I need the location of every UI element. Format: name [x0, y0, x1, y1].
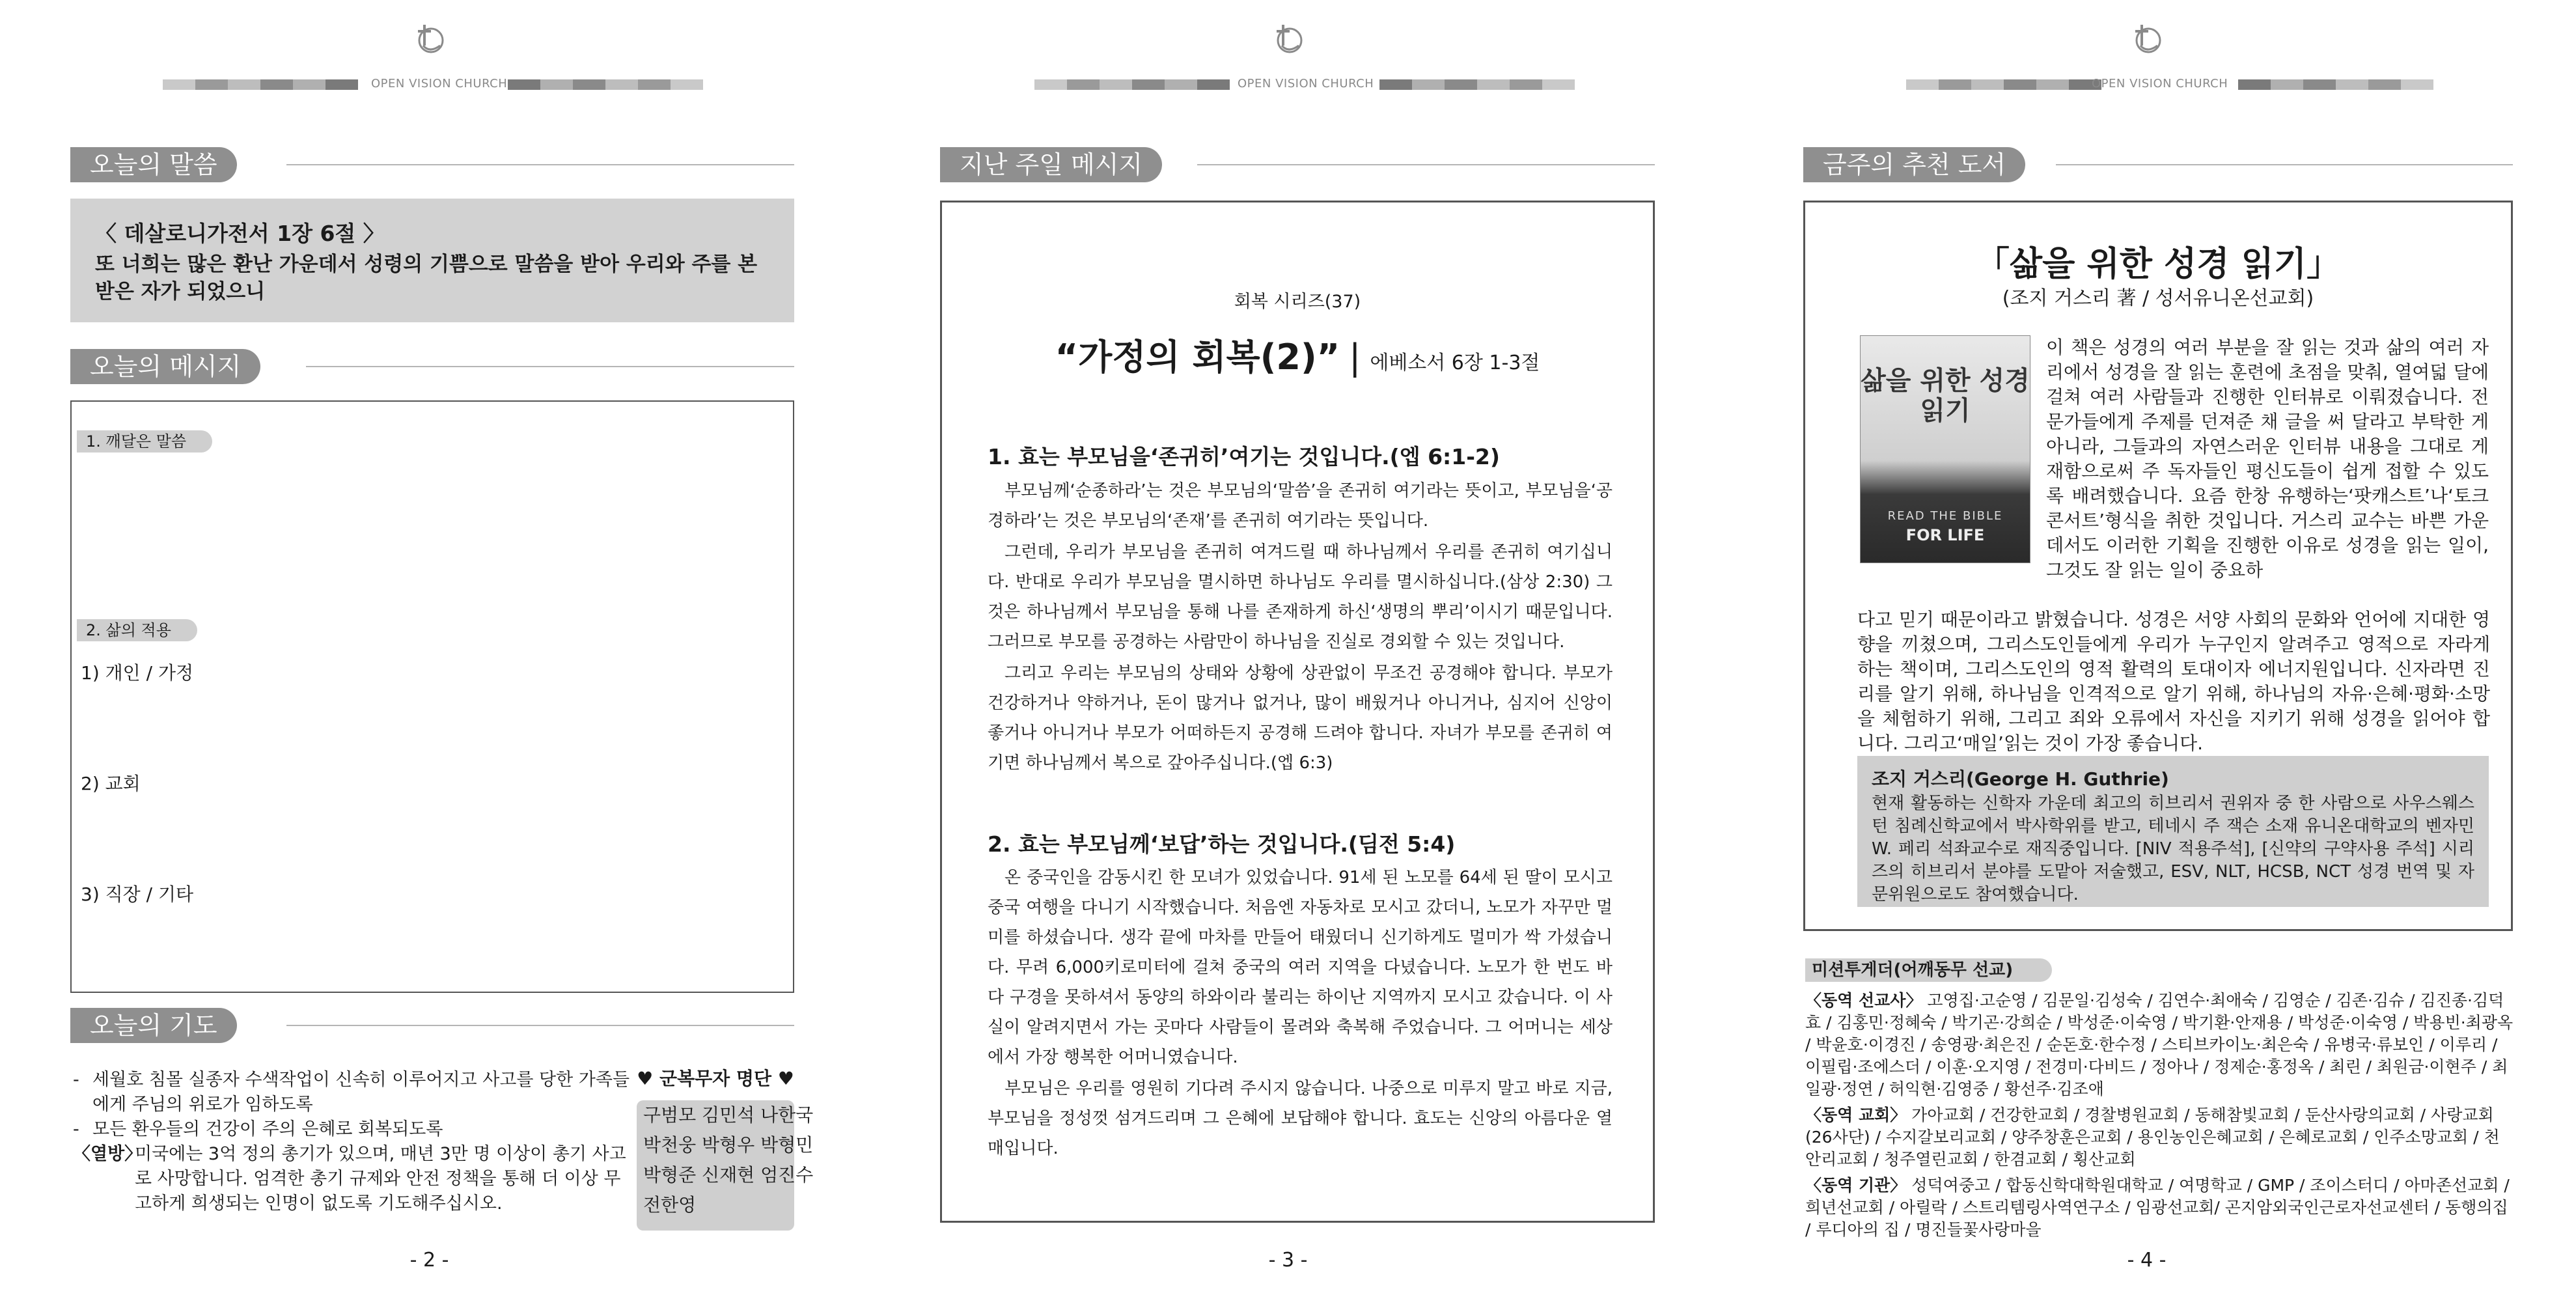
book-author-publisher: (조지 거스리 著 / 성서유니온선교회)	[2002, 287, 2314, 310]
header-bar-right	[508, 79, 703, 90]
section-title-today-message: 오늘의 메시지	[70, 349, 260, 384]
header-bar-left	[1034, 79, 1230, 90]
page-number: - 4 -	[2127, 1249, 2167, 1272]
prayer-item-nations: 〈열방〉 미국에는 3억 정의 총기가 있으며, 매년 3만 명 이상이 총기 사고로 사망합니다. 엄격한 총기 규제와 안전 정책을 통해 더 이상 무고하게 희생되는 인명이 없도록 기도해주십시오.	[73, 1144, 626, 1214]
sermon-paragraph: 그런데, 우리가 부모님을 존귀히 여겨드릴 때 하나님께서 우리를 존귀히 여기십니다. 반대로 우리가 부모님을 멸시하면 하나님도 우리를 멸시하십니다.(삼상 2:30) 그것은 하나님께서 부모님을 통해 나를 존재하게 하신‘생명의 뿌리’이시기 때문입니다. 그러므로 부모를 공경하는 사람만이 하나님을 진실로 경외할 수 있는 것입니다.	[988, 542, 1613, 652]
verse-reference: 〈 데살로니가전서 1장 6절 〉	[95, 221, 385, 246]
sermon-paragraph: 부모님께‘순종하라’는 것은 부모님의‘말씀’을 존귀히 여기라는 뜻이고, 부모님을‘공경하라’는 것은 부모님의‘존재’를 존귀히 여기라는 뜻입니다.	[988, 481, 1613, 531]
sermon-point-2: 2. 효는 부모님께‘보답’하는 것입니다.(딤전 5:4)	[988, 831, 1456, 857]
sermon-bible-ref: 에베소서 6장 1-3절	[1370, 352, 1540, 374]
section-title-last-sermon: 지난 주일 메시지	[940, 147, 1162, 182]
sermon-point-1: 1. 효는 부모님을‘존귀히’여기는 것입니다.(엡 6:1-2)	[988, 444, 1500, 469]
section-rule	[306, 366, 794, 367]
mission-group: 〈동역 선교사〉 고영집·고순영 / 김문일·김성숙 / 김연수·최애숙 / 김영순 / 김존·김슈 / 김진종·김덕효 / 김홍민·정혜숙 / 박기곤·강희순 / 박성준·이숙영 / 박기환·안재용 / 박성준·이숙영 / 박용빈·최광옥 / 박윤호·이경진 / 송영광·최은진 / 순돈호·한수정 / 스티브카이노·최은숙 / 유병국·류보인 / 이루리 / 이필립·조에스더 / 이훈·오지영 / 전경미·다비드 / 정아나 / 정제순·홍정옥 / 최린 / 최원금·이현주 / 최일광·정연 / 허익현·김영중 / 황선주·김조애	[1805, 991, 2514, 1098]
church-logo-icon	[411, 20, 448, 56]
book-title: 「삶을 위한 성경 읽기」	[1975, 245, 2341, 284]
service-members-row: 박천웅 박형우 박형민	[643, 1134, 814, 1156]
verse-box	[70, 199, 794, 322]
header-bar-left	[1906, 79, 2101, 90]
author-box	[1857, 756, 2489, 907]
sermon-box	[940, 201, 1655, 1223]
verse-text: 또 너희는 많은 환난 가운데서 성령의 기쁨으로 말씀을 받아 우리와 주를 본받은 자가 되었으니	[95, 253, 758, 303]
prayer-item: - 세월호 침몰 실종자 수색작업이 신속히 이루어지고 사고를 당한 가족들에게 주님의 위로가 임하도록	[73, 1070, 630, 1115]
section-rule	[286, 1025, 794, 1026]
message-notes-box	[70, 400, 794, 993]
header-bar-right	[1379, 79, 1575, 90]
service-members-title: ♥ 군복무자 명단 ♥	[637, 1068, 794, 1089]
section-title-recommended-book: 금주의 추천 도서	[1803, 147, 2025, 182]
book-cover-image	[1860, 335, 2030, 563]
author-name: 조지 거스리(George H. Guthrie)	[1872, 768, 2169, 790]
section-title-prayer: 오늘의 기도	[70, 1008, 237, 1043]
sermon-paragraph: 부모님은 우리를 영원히 기다려 주시지 않습니다. 나중으로 미루지 말고 바로 지금, 부모님을 정성껏 섬겨드리며 그 은혜에 보답해야 합니다. 효도는 신앙의 아름다운 열매입니다.	[988, 1079, 1613, 1158]
tag-life-application: 2. 삶의 적용	[77, 619, 197, 641]
cover-title: 삶을 위한 성경읽기	[1861, 366, 2030, 426]
cover-english-line: READ THE BIBLE	[1887, 509, 2003, 523]
mission-group: 〈동역 기관〉 성덕여중고 / 합동신학대학원대학교 / 여명학교 / GMP / 조이스터디 / 아마존선교회 / 희년선교회 / 아릴락 / 스트리템링사역연구소 / 임광선교회/ 곤지암외국인근로자선교센터 / 동행의집 / 루디아의 집 / 명진들꽃사랑마을	[1805, 1176, 2510, 1239]
service-members-box	[637, 1100, 814, 1231]
church-logo-icon	[2129, 20, 2165, 56]
application-work: 3) 직장 / 기타	[81, 884, 194, 905]
bulletin-page-3	[859, 0, 1717, 1295]
mission-partners	[1805, 990, 2515, 1245]
page-header	[0, 20, 859, 91]
church-name: OPEN VISION CHURCH	[371, 77, 508, 91]
book-description: 이 책은 성경의 여러 부분을 잘 읽는 것과 삶의 여러 자리에서 성경을 잘 읽는 훈련에 초점을 맞춰, 열여덟 달에 걸쳐 여러 사람들과 진행한 인터뷰로 이뤄졌습니다. 전문가들에게 주제를 던져준 채 글을 써 달라고 부탁한 게 아니라, 그들과의 자연스러운 인터뷰 내용을 그대로 게재함으로써 주 독자들인 평신도들이 쉽게 접할 수 있도록 배려했습니다. 요즘 한창 유행하는‘팟캐스트’나‘토크 콘서트’형식을 취한 것입니다. 거스리 교수는 바쁜 가운데서도 이러한 기획을 진행한 이유로 성경을 읽는 일이, 그것도 잘 읽는 일이 중요하	[2046, 337, 2489, 581]
page-number: - 3 -	[1268, 1249, 1308, 1272]
sermon-series: 회복 시리즈(37)	[1234, 292, 1361, 312]
bulletin-page-2	[0, 0, 859, 1295]
service-members-row: 전한영	[643, 1194, 697, 1216]
author-bio: 현재 활동하는 신학자 가운데 최고의 히브리서 권위자 중 한 사람으로 사우스웨스턴 침례신학교에서 박사학위를 받고, 테네시 주 잭슨 소재 유니온대학교의 벤자민 W. 페리 석좌교수로 재직중입니다. [NIV 적용주석], [신약의 구약사용 주석] 시리즈의 히브리서 분야를 도맡아 저술했고, ESV, NLT, HCSB, NCT 성경 번역 및 자문위원으로도 참여했습니다.	[1872, 794, 2474, 904]
application-personal: 1) 개인 / 가정	[81, 662, 194, 684]
cover-english-line: FOR LIFE	[1905, 526, 1985, 544]
header-bar-right	[2238, 79, 2433, 90]
prayer-list	[73, 1068, 633, 1216]
section-rule	[1197, 164, 1655, 165]
sermon-paragraph: 온 중국인을 감동시킨 한 모녀가 있었습니다. 91세 된 노모를 64세 된 딸이 모시고 중국 여행을 다니기 시작했습니다. 처음엔 자동차로 모시고 갔더니, 노모가 자꾸만 멀미를 하셨습니다. 생각 끝에 마차를 만들어 태웠더니 신기하게도 멀미가 싹 가셨습니다. 무려 6,000키로미터에 걸쳐 중국의 여러 지역을 다녔습니다. 노모가 한 번도 바다 구경을 못하셔서 동양의 하와이라 불리는 하이난 지역까지 모시고 갔습니다. 이 사실이 알려지면서 가는 곳마다 사람들이 몰려와 축복해 주었습니다. 그 어머니는 세상에서 가장 행복한 어머니였습니다.	[988, 868, 1613, 1067]
application-church: 2) 교회	[81, 773, 141, 794]
tag-understood-word: 1. 깨달은 말씀	[77, 430, 212, 453]
section-rule	[286, 164, 794, 165]
section-rule	[2056, 164, 2513, 165]
page-header	[1717, 20, 2576, 91]
section-title-today-word: 오늘의 말씀	[70, 147, 237, 182]
book-box	[1803, 201, 2513, 931]
church-logo-icon	[1270, 20, 1307, 56]
mission-group: 〈동역 교회〉 가아교회 / 건강한교회 / 경찰병원교회 / 동해참빛교회 / 둔산사랑의교회 / 사랑교회(26사단) / 수지갈보리교회 / 양주창훈은교회 / 용인농인은혜교회 / 은혜로교회 / 인주소망교회 / 천안리교회 / 청주열린교회 / 한겸교회 / 횡산교회	[1805, 1106, 2500, 1169]
service-members-row: 구범모 김민석 나한국	[643, 1104, 814, 1126]
bulletin-page-4	[1717, 0, 2576, 1295]
church-name: OPEN VISION CHURCH	[2092, 77, 2228, 91]
sermon-title-line	[942, 329, 1653, 380]
sermon-paragraph: 그리고 우리는 부모님의 상태와 상황에 상관없이 무조건 공경해야 합니다. 부모가 건강하거나 약하거나, 돈이 많거나 없거나, 많이 배웠거나 아니거나, 심지어 신앙이 좋거나 아니거나 부모가 어떠하든지 공경해 드려야 합니다. 자녀가 부모를 존귀히 여기면 하나님께서 복으로 갚아주십니다.(엡 6:3)	[988, 663, 1613, 773]
mission-together-title: 미션투게더(어깨동무 선교)	[1805, 958, 2052, 982]
book-description-cont: 다고 믿기 때문이라고 밝혔습니다. 성경은 서양 사회의 문화와 언어에 지대한 영향을 끼쳤으며, 그리스도인들에게 우리가 누구인지 알려주고 영적으로 자라게 하는 책이며, 그리스도인의 영적 활력의 토대이자 에너지원입니다. 신자라면 진리를 알기 위해, 하나님을 인격적으로 알기 위해, 하나님의 자유·은혜·평화·소망을 체험하기 위해, 그리고 죄와 오류에서 자신을 지키기 위해 성경을 읽어야 합니다. 그리고‘매일’읽는 것이 가장 좋습니다.	[1857, 609, 2490, 754]
church-name: OPEN VISION CHURCH	[1238, 77, 1374, 91]
header-bar-left	[163, 79, 358, 90]
page-header	[859, 20, 1717, 91]
service-members-row: 박형준 신재현 엄진수	[643, 1164, 814, 1186]
prayer-item: - 모든 환우들의 건강이 주의 은혜로 회복되도록	[73, 1119, 443, 1139]
sermon-title: “가정의 회복(2)”	[1055, 337, 1340, 378]
page-number: - 2 -	[409, 1249, 449, 1272]
title-separator: |	[1349, 337, 1361, 378]
